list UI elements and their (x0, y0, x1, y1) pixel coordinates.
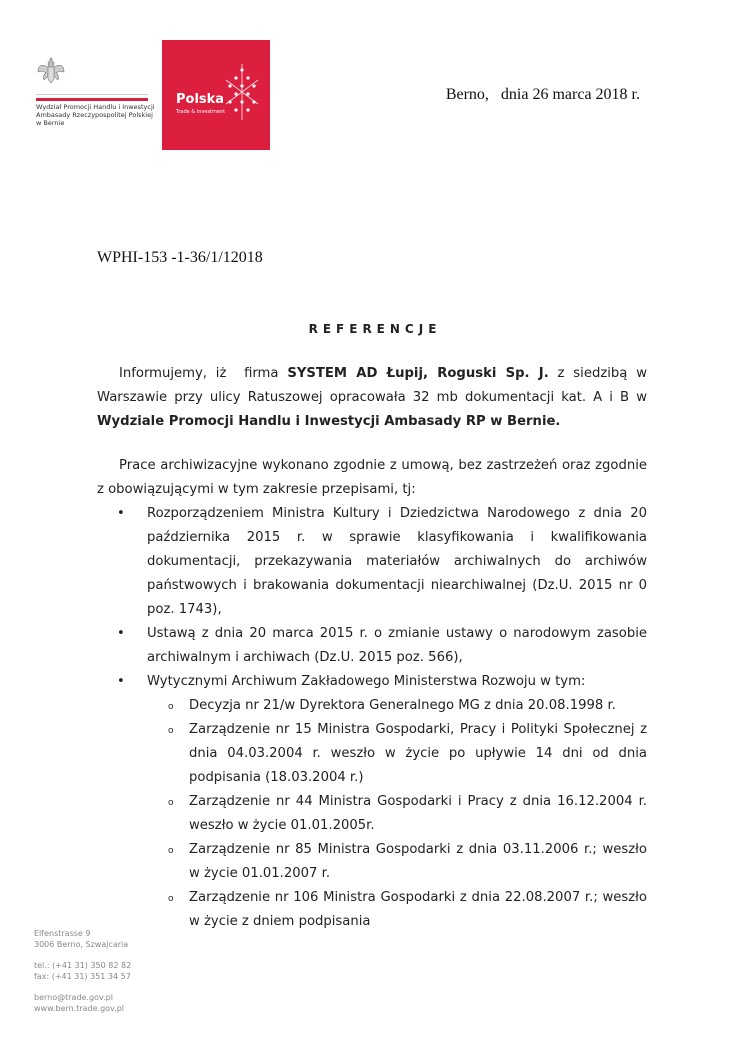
bullet-icon: • (117, 674, 125, 689)
circle-bullet-icon: o (168, 726, 174, 736)
list-item: o Decyzja nr 21/w Dyrektora Generalnego MG z dnia 20.08.1998 r. (147, 694, 647, 718)
footer-contact (34, 928, 131, 1014)
reference-number: WPHI-153 -1-36/1/12018 (97, 249, 263, 266)
document-title: REFERENCJE (308, 322, 442, 336)
regulations-list (97, 502, 647, 934)
bullet-icon: • (117, 506, 125, 521)
polska-trade-logo (162, 40, 270, 150)
compliance-paragraph: Prace archiwizacyjne wykonano zgodnie z umową, bez zastrzeżeń oraz zgodnie z obowiązującymi w tym zakresie przepisami, tj: (97, 458, 647, 497)
list-item: o Zarządzenie nr 15 Ministra Gospodarki, Pracy i Polityki Społecznej z dnia 04.03.2004 r. weszło w życie po upływie 14 dni od dnia podpisania (18.03.2004 r.) (147, 718, 647, 790)
footer-fax: fax: (+41 31) 351 34 57 (34, 972, 131, 981)
list-item: o Zarządzenie nr 44 Ministra Gospodarki i Pracy z dnia 16.12.2004 r. weszło w życie 01.01.2005r. (147, 790, 647, 838)
footer-website[interactable]: www.bern.trade.gov.pl (34, 1004, 124, 1013)
footer-email[interactable]: berno@trade.gov.pl (34, 993, 113, 1002)
list-item: • Rozporządzeniem Ministra Kultury i Dziedzictwa Narodowego z dnia 20 października 2015 r. w sprawie klasyfikowania i kwalifikowania dokumentacji, przekazywania materiałów archiwalnych do archiwów państwowych i brakowania dokumentacji niearchiwalnej (Dz.U. 2015 nr 0 poz. 1743), (97, 502, 647, 622)
department-name: Wydział Promocji Handlu i Inwestycji Ambasady Rzeczypospolitej Polskiej w Bernie (36, 103, 155, 127)
intro-paragraph: Informujemy, iż firma SYSTEM AD Łupij, Roguski Sp. J. z siedzibą w Warszawie przy ulicy Ratuszowej opracowała 32 mb dokumentacji kat. A i B w Wydziale Promocji Handlu i Inwestycji Ambasady RP w Bernie. (97, 366, 647, 429)
logo-name: Polska (176, 92, 225, 107)
white-eagle-emblem-icon (36, 54, 66, 88)
circle-bullet-icon: o (168, 894, 174, 904)
list-item: o Zarządzenie nr 106 Ministra Gospodarki z dnia 22.08.2007 r.; weszło w życie z dniem podpisania (147, 886, 647, 934)
logo-subtitle: Trade & Investment (176, 109, 226, 115)
circle-bullet-icon: o (168, 702, 174, 712)
footer-city: 3006 Berno, Szwajcaria (34, 940, 129, 949)
letter-body (97, 362, 647, 934)
footer-street: Elfenstrasse 9 (34, 929, 91, 938)
list-item: o Zarządzenie nr 85 Ministra Gospodarki z dnia 03.11.2006 r.; weszło w życie 01.01.2007 r. (147, 838, 647, 886)
polish-flag-bar (36, 94, 148, 100)
guidelines-sublist (147, 694, 647, 934)
list-item: • Wytycznymi Archiwum Zakładowego Ministerstwa Rozwoju w tym: o Decyzja nr 21/w Dyrektora Generalnego MG z dnia 20.08.1998 r. o Zarządzenie nr 15 Ministra Gospodarki, Pracy i Polityki Społecznej z dnia 04.03.2004 r. weszło w życie po upływie 14 dni od dnia podpisania (18.03.2004 r.) o Zarządzenie nr 44 Ministra Gospodarki i Pracy z dnia 16.12.2004 r. weszło w życie 01.01.2005r. o Zarządzenie nr 85 Ministra Gospodarki z dnia 03.11.2006 r.; weszło w życie 01.01.2007 r. o Zarządzenie nr 106 Ministra Gospodarki z dnia 22.08.2007 r.; weszło w życie z dniem podpisania (97, 670, 647, 934)
footer-tel: tel.: (+41 31) 350 82 82 (34, 961, 132, 970)
institution-name: Wydziale Promocji Handlu i Inwestycji Ambasady RP w Bernie. (97, 414, 561, 429)
circle-bullet-icon: o (168, 846, 174, 856)
polska-star-pattern-icon (222, 62, 262, 122)
bullet-icon: • (117, 626, 125, 641)
list-item: • Ustawą z dnia 20 marca 2015 r. o zmianie ustawy o narodowym zasobie archiwalnym i archiwach (Dz.U. 2015 poz. 566), (97, 622, 647, 670)
company-name: SYSTEM AD Łupij, Roguski Sp. J. (287, 366, 549, 381)
letter-date: Berno, dnia 26 marca 2018 r. (445, 86, 640, 103)
circle-bullet-icon: o (168, 798, 174, 808)
